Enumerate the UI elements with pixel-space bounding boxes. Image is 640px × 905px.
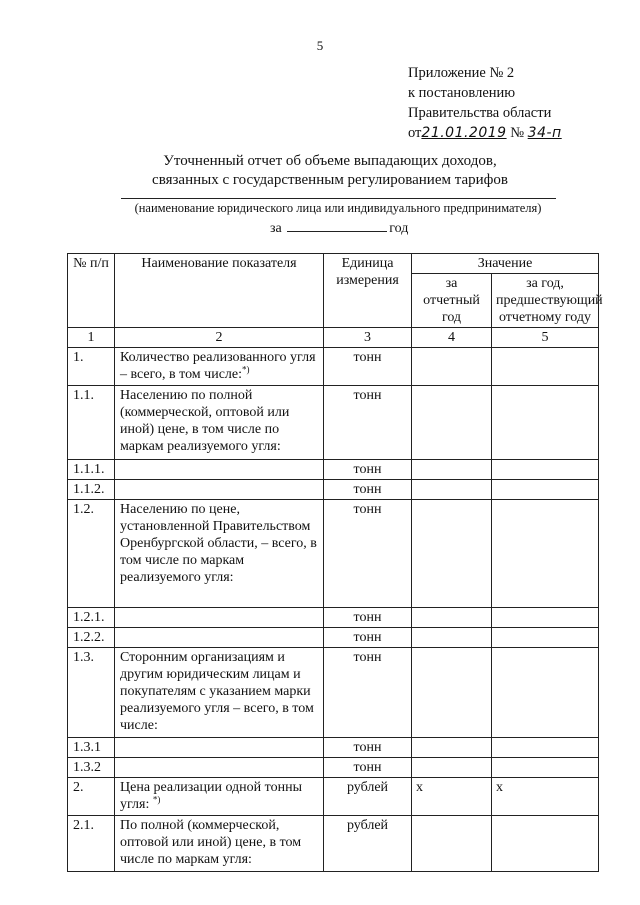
document-title: [0, 152, 640, 190]
row-num: 1.2.2.: [68, 628, 115, 648]
entity-caption: (наименование юридического лица или индивидуального предпринимателя): [134, 201, 542, 215]
header-num: № п/п: [68, 254, 115, 328]
col-number: 3: [324, 328, 412, 348]
row-value-previous: [492, 816, 599, 872]
row-value-previous: [492, 648, 599, 738]
row-value-previous: х: [492, 778, 599, 816]
row-value-current: [412, 348, 492, 386]
header-row: [68, 254, 599, 274]
page-number: 5: [316, 38, 324, 53]
table-row: [68, 758, 599, 778]
row-num: 1.3.1: [68, 738, 115, 758]
col-number: 4: [412, 328, 492, 348]
row-name: [115, 460, 324, 480]
row-unit: рублей: [324, 816, 412, 872]
appendix-line-2: к постановлению: [408, 85, 516, 101]
entity-name-line: [121, 198, 556, 199]
date-prefix: от: [408, 125, 422, 141]
row-name: Цена реализации одной тонны угля: *): [115, 778, 324, 816]
number-label: №: [510, 125, 525, 141]
handwritten-number: 34-п: [527, 125, 562, 141]
row-value-previous: [492, 480, 599, 500]
row-value-current: [412, 460, 492, 480]
row-unit: тонн: [324, 480, 412, 500]
col-number: 5: [492, 328, 599, 348]
year-suffix: год: [389, 221, 409, 236]
row-num: 1.1.: [68, 386, 115, 460]
table-row: [68, 348, 599, 386]
row-unit: тонн: [324, 348, 412, 386]
row-unit: рублей: [324, 778, 412, 816]
table-row: [68, 500, 599, 608]
row-unit: тонн: [324, 628, 412, 648]
table-row: [68, 738, 599, 758]
row-value-previous: [492, 500, 599, 608]
title-line-2: связанных с государственным регулированием тарифов: [152, 172, 508, 188]
row-value-previous: [492, 386, 599, 460]
row-num: 1.1.1.: [68, 460, 115, 480]
row-unit: тонн: [324, 386, 412, 460]
col-number: 2: [115, 328, 324, 348]
row-num: 1.3.: [68, 648, 115, 738]
row-value-current: [412, 758, 492, 778]
row-value-current: [412, 500, 492, 608]
row-value-current: [412, 738, 492, 758]
row-unit: тонн: [324, 758, 412, 778]
row-unit: тонн: [324, 500, 412, 608]
row-name: [115, 480, 324, 500]
row-value-current: х: [412, 778, 492, 816]
row-unit: тонн: [324, 460, 412, 480]
year-line: [270, 219, 408, 237]
row-name: Количество реализованного угля – всего, в том числе:*): [115, 348, 324, 386]
header-name: Наименование показателя: [115, 254, 324, 328]
row-name: [115, 628, 324, 648]
table-row: [68, 608, 599, 628]
row-name: Населению по цене, установленной Правительством Оренбургской области, – всего, в том числе по маркам реализуемого угля:: [115, 500, 324, 608]
table-row: [68, 628, 599, 648]
row-num: 2.1.: [68, 816, 115, 872]
table-row: [68, 460, 599, 480]
row-value-current: [412, 628, 492, 648]
row-value-current: [412, 386, 492, 460]
row-unit: тонн: [324, 738, 412, 758]
appendix-block: [408, 63, 562, 143]
row-value-current: [412, 648, 492, 738]
header-previous-year: за год, предшествующий отчетному году: [492, 274, 599, 328]
year-prefix: за: [270, 221, 282, 236]
row-num: 1.2.1.: [68, 608, 115, 628]
row-value-previous: [492, 758, 599, 778]
row-num: 1.1.2.: [68, 480, 115, 500]
row-name: [115, 758, 324, 778]
appendix-title: Приложение № 2: [408, 65, 515, 81]
footnote-mark: *): [152, 794, 161, 805]
row-name: Населению по полной (коммерческой, оптовой или иной) цене, в том числе по маркам реализуемого угля:: [115, 386, 324, 460]
row-value-previous: [492, 608, 599, 628]
header-value: Значение: [412, 254, 599, 274]
row-value-current: [412, 608, 492, 628]
row-num: 1.2.: [68, 500, 115, 608]
row-num: 2.: [68, 778, 115, 816]
header-current-year: за отчетный год: [412, 274, 492, 328]
row-value-current: [412, 816, 492, 872]
table-row: [68, 816, 599, 872]
table-row: [68, 386, 599, 460]
year-blank: [287, 219, 387, 232]
row-num: 1.3.2: [68, 758, 115, 778]
report-table: [67, 253, 603, 872]
handwritten-date: 21.01.2019: [421, 125, 507, 141]
col-number: 1: [68, 328, 115, 348]
row-name: По полной (коммерческой, оптовой или иной) цене, в том числе по маркам угля:: [115, 816, 324, 872]
row-name: Сторонним организациям и другим юридическим лицам и покупателям с указанием марки реализуемого угля – всего, в том числе:: [115, 648, 324, 738]
column-numbers-row: [68, 328, 599, 348]
row-num: 1.: [68, 348, 115, 386]
row-name: [115, 738, 324, 758]
row-unit: тонн: [324, 608, 412, 628]
appendix-line-3: Правительства области: [408, 105, 552, 121]
table-row: [68, 648, 599, 738]
row-value-current: [412, 480, 492, 500]
title-line-1: Уточненный отчет об объеме выпадающих доходов,: [163, 153, 497, 169]
row-value-previous: [492, 348, 599, 386]
row-name: [115, 608, 324, 628]
row-value-previous: [492, 738, 599, 758]
footnote-mark: *): [242, 364, 250, 375]
table-row: [68, 480, 599, 500]
header-unit: Единица измерения: [324, 254, 412, 328]
row-value-previous: [492, 628, 599, 648]
table-row: [68, 778, 599, 816]
appendix-date-line: [408, 123, 562, 143]
row-value-previous: [492, 460, 599, 480]
row-unit: тонн: [324, 648, 412, 738]
